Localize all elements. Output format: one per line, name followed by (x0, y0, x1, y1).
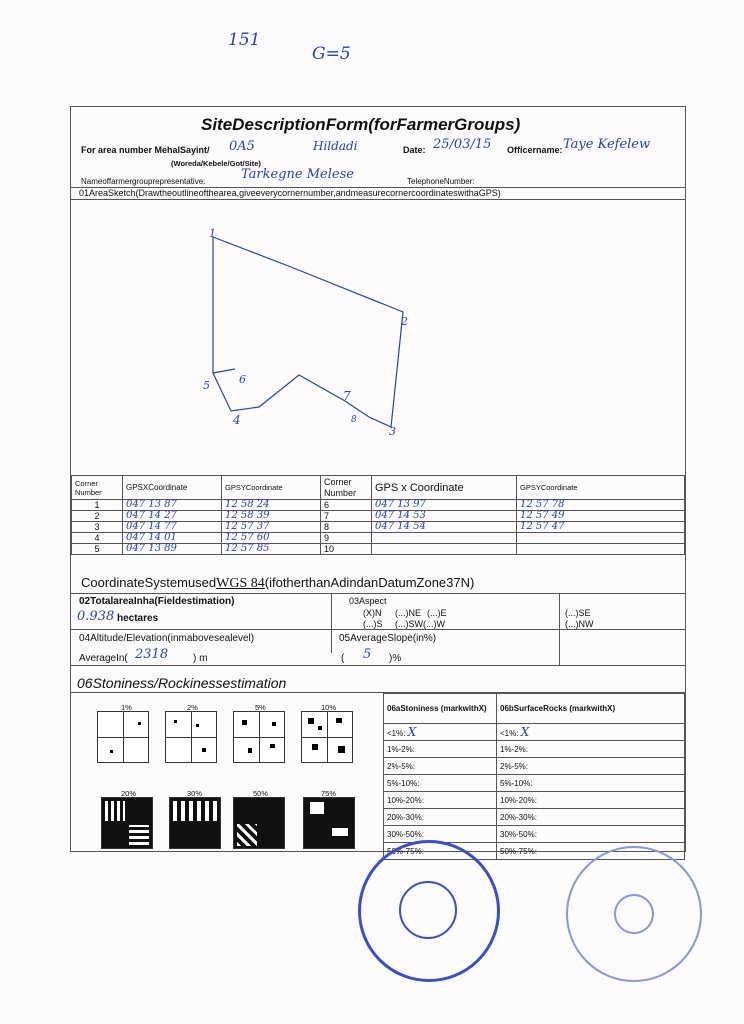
coord-system-value: WGS 84 (216, 576, 265, 591)
percent-label: 30% (187, 789, 203, 798)
cell: 047 14 53 (372, 511, 517, 522)
rockiness-sample-grid (101, 797, 153, 849)
cell: 9 (321, 533, 372, 544)
area-estimate-value: 0.938 (77, 609, 115, 624)
rockiness-sample-grid (233, 797, 285, 849)
cell (517, 533, 685, 544)
tel-label: TelephoneNumber: (407, 177, 475, 186)
date-label: Date: (403, 145, 426, 155)
coord-system-label-b: (ifotherthanAdindanDatumZone37N) (264, 575, 475, 590)
officer-label: Officername: (507, 145, 563, 155)
stoniness-row: 50%-75%: (384, 843, 497, 860)
stoniness-mark: X (407, 725, 417, 739)
stoniness-row: 1%-2%: (384, 741, 497, 758)
cell: 10 (321, 544, 372, 555)
corner-label: 1 (209, 227, 216, 240)
official-stamp (358, 840, 500, 982)
column-header: 06aStoniness (markwithX) (384, 694, 497, 724)
header-cell: GPSYCoordinate (517, 476, 685, 500)
altitude-label: 04Altitude/Elevation(inmabovesealevel) (79, 633, 255, 644)
surface-rocks-row: 5%-10%: (497, 775, 685, 792)
surface-rocks-row: 50%-75%: (497, 843, 685, 860)
cell: 5 (72, 544, 123, 555)
slope-unit: )% (389, 653, 402, 664)
stoniness-sample-grid (165, 711, 217, 763)
cell: 047 14 54 (372, 522, 517, 533)
gps-coordinates-table (71, 475, 685, 555)
percent-label: 75% (321, 789, 337, 798)
corner-label: 3 (389, 425, 396, 438)
stoniness-row: 5%-10%: (384, 775, 497, 792)
header-cell: GPSXCoordinate (123, 476, 222, 500)
stoniness-row: 10%-20%: (384, 792, 497, 809)
cell: 6 (321, 500, 372, 511)
rep-value: Tarkegne Melese (241, 167, 354, 182)
coord-system-label (81, 575, 474, 592)
corner-label: 8 (351, 415, 357, 425)
header-cell: GPS x Coordinate (372, 476, 517, 500)
cell (372, 533, 517, 544)
cell: 12 57 37 (222, 522, 321, 533)
cell: 12 57 49 (517, 511, 685, 522)
cell: 047 13 97 (372, 500, 517, 511)
area-value-woreda: 0A5 (229, 139, 255, 154)
surface-rocks-row: 10%-20%: (497, 792, 685, 809)
cell (372, 544, 517, 555)
altitude-unit: ) m (193, 653, 208, 664)
cell: 2 (72, 511, 123, 522)
stoniness-sample-grid (301, 711, 353, 763)
stoniness-row: 20%-30%: (384, 809, 497, 826)
coord-system-label-a: CoordinateSystemused (81, 575, 217, 590)
rockiness-sample-grid (303, 797, 355, 849)
cell: 047 14 01 (123, 533, 222, 544)
percent-label: 50% (253, 789, 269, 798)
surface-rocks-row: 2%-5%: (497, 758, 685, 775)
cell (517, 544, 685, 555)
date-value: 25/03/15 (433, 137, 492, 152)
stoniness-row: 30%-50%: (384, 826, 497, 843)
slope-open-paren: ( (341, 653, 345, 664)
altitude-avg-label: AverageIn( (79, 653, 128, 664)
faded-stamp (566, 846, 702, 982)
slope-label: 05AverageSlope(in%) (339, 633, 437, 644)
rep-label: Nameoffarmergrouprepresentative: (81, 177, 206, 186)
cell: 12 57 47 (517, 522, 685, 533)
officer-value: Taye Kefelew (563, 137, 651, 152)
percent-label: 20% (121, 789, 137, 798)
area-label: For area number MehalSayint/ (81, 145, 210, 155)
group-note: G=5 (312, 44, 351, 64)
surface-rocks-row: 30%-50%: (497, 826, 685, 843)
form-title: SiteDescriptionForm(forFarmerGroups) (201, 115, 521, 134)
cell: 12 57 60 (222, 533, 321, 544)
header-cell: GPSYCoordinate (222, 476, 321, 500)
aspect-option: (...)NE (395, 608, 421, 618)
surface-rocks-row: 1%-2%: (497, 741, 685, 758)
area-value-site: Hildadi (313, 139, 358, 153)
cell: 8 (321, 522, 372, 533)
corner-label: 2 (401, 315, 408, 328)
aspect-option: (...)SE (565, 608, 591, 618)
stoniness-sample-grid (97, 711, 149, 763)
rockiness-sample-grid (169, 797, 221, 849)
site-description-form (70, 106, 686, 856)
aspect-option: (...)E (427, 608, 447, 618)
corner-label: 6 (239, 373, 246, 386)
header-cell: Corner Number (72, 476, 123, 500)
surface-rocks-row: 20%-30%: (497, 809, 685, 826)
altitude-value: 2318 (135, 647, 169, 662)
cell: 047 13 87 (123, 500, 222, 511)
row-label: <1%: (387, 729, 406, 738)
cell: 047 14 77 (123, 522, 222, 533)
corner-label: 5 (203, 379, 210, 392)
surface-rocks-mark: X (520, 725, 530, 739)
aspect-option: (...)S (363, 619, 383, 629)
aspect-option: (...)SW(...)W (395, 619, 445, 629)
aspect-option: (...)NW (565, 619, 594, 629)
slope-value: 5 (363, 647, 372, 662)
page-number-note: 151 (228, 30, 261, 50)
area-unit: hectares (117, 613, 159, 624)
cell: 3 (72, 522, 123, 533)
corner-label: 7 (343, 389, 351, 403)
cell: 7 (321, 511, 372, 522)
stoniness-row (384, 724, 497, 741)
column-header: 06bSurfaceRocks (markwithX) (497, 694, 685, 724)
aspect-option: (X)N (363, 608, 382, 618)
cell: 1 (72, 500, 123, 511)
area-sublabel: (Woreda/Kebele/Got/Site) (171, 159, 261, 168)
stoniness-row: 2%-5%: (384, 758, 497, 775)
stoniness-estimation-table (383, 693, 685, 860)
cell: 12 58 39 (222, 511, 321, 522)
stoniness-title: 06Stoniness/Rockinessestimation (77, 675, 287, 691)
header-cell: Corner Number (321, 476, 372, 500)
stoniness-sample-grid (233, 711, 285, 763)
row-label: <1%: (500, 729, 519, 738)
cell: 4 (72, 533, 123, 544)
percent-label: 2% (187, 703, 198, 712)
cell: 12 57 85 (222, 544, 321, 555)
corner-label: 4 (233, 413, 241, 427)
percent-label: 5% (255, 703, 266, 712)
percent-label: 10% (321, 703, 337, 712)
cell: 047 13 89 (123, 544, 222, 555)
aspect-label: 03Aspect (349, 596, 387, 606)
cell: 12 58 24 (222, 500, 321, 511)
surface-rocks-row (497, 724, 685, 741)
cell: 12 57 78 (517, 500, 685, 511)
area-estimate-label: 02TotalareaInha(Fieldestimation) (79, 596, 235, 607)
area-sketch (181, 217, 421, 447)
cell: 047 14 27 (123, 511, 222, 522)
percent-label: 1% (121, 703, 132, 712)
sketch-title: 01AreaSketch(Drawtheoutlineofthearea,giveeverycornernumber,andmeasurecornercoordinateswithaGPS) (79, 188, 501, 198)
